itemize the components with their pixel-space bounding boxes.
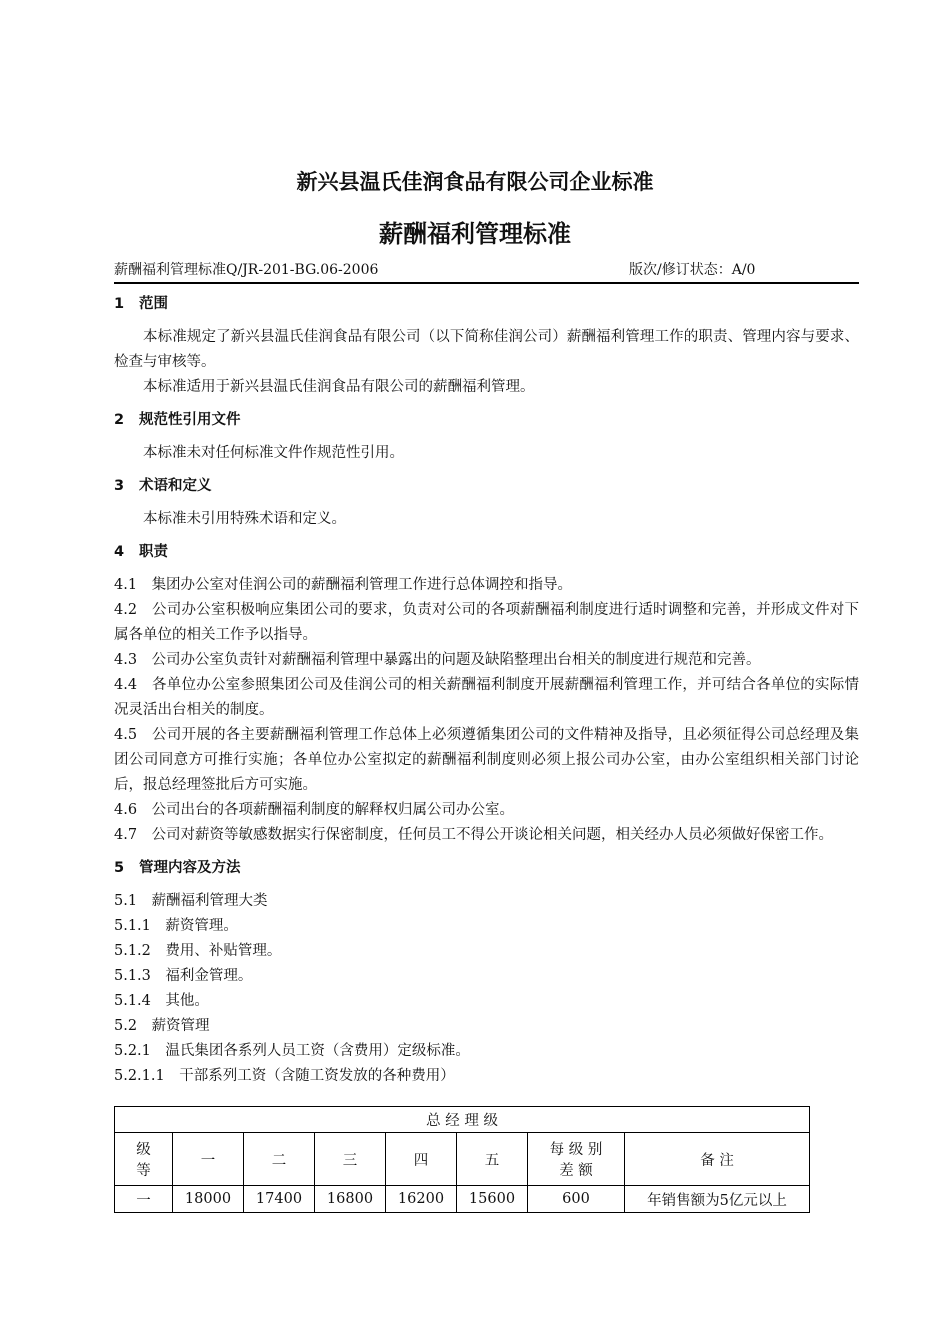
clause-text: 薪资管理: [151, 1018, 210, 1034]
grade-header-cell: [115, 1133, 173, 1186]
group-header-cell: 总 经 理 级: [115, 1107, 810, 1133]
clause-number: 5.2: [114, 1018, 138, 1034]
column-header: 五: [457, 1133, 528, 1186]
clause-number: 4.3: [114, 652, 138, 668]
section-number: 3: [114, 478, 125, 494]
clause-item: [114, 798, 859, 823]
document-body: [114, 292, 859, 1089]
clause-number: 5.1.3: [114, 968, 151, 984]
section-heading: [114, 408, 859, 432]
clause-number: 5.2.1.1: [114, 1068, 165, 1084]
clause-number: 5.2.1: [114, 1043, 151, 1059]
clause-item: [114, 964, 859, 989]
column-header: 三: [315, 1133, 386, 1186]
clause-number: 4.7: [114, 827, 138, 843]
remark-cell: 年销售额为5亿元以上: [625, 1186, 810, 1213]
clause-text: 公司办公室积极响应集团公司的要求，负责对公司的各项薪酬福利制度进行适时调整和完善，并形成文件对下属各单位的相关工作予以指导。: [114, 602, 859, 643]
clause-text: 其他。: [165, 993, 209, 1009]
clause-text: 各单位办公室参照集团公司及佳润公司的相关薪酬福利制度开展薪酬福利管理工作，并可结合各单位的实际情况灵活出台相关的制度。: [114, 677, 859, 718]
document-title: 薪酬福利管理标准: [379, 220, 571, 248]
clause-number: 5.1: [114, 893, 138, 909]
revision-status: 版次/修订状态：A/0: [629, 262, 756, 278]
remark-header-cell: 备 注: [625, 1133, 810, 1186]
clause-item: [114, 1064, 859, 1089]
grade-header-line2: 等: [136, 1163, 151, 1179]
value-cell: 18000: [173, 1186, 244, 1213]
grade-header-line1: 级: [136, 1142, 151, 1158]
clause-text: 费用、补贴管理。: [165, 943, 282, 959]
section-number: 5: [114, 860, 125, 876]
clause-item: [114, 939, 859, 964]
clause-item: [114, 573, 859, 598]
section-heading: [114, 856, 859, 880]
table-row: [115, 1186, 810, 1213]
salary-grade-table: [114, 1106, 810, 1213]
section-heading: [114, 292, 859, 316]
clause-item: [114, 889, 859, 914]
section-heading: [114, 540, 859, 564]
diff-header-cell: [528, 1133, 625, 1186]
clause-number: 4.6: [114, 802, 138, 818]
clause-item: [114, 598, 859, 648]
clause-number: 5.1.1: [114, 918, 151, 934]
value-cell: 16800: [315, 1186, 386, 1213]
column-header: 四: [386, 1133, 457, 1186]
clause-text: 公司办公室负责针对薪酬福利管理中暴露出的问题及缺陷整理出台相关的制度进行规范和完善。: [151, 652, 761, 668]
section-number: 1: [114, 296, 125, 312]
clause-text: 温氏集团各系列人员工资（含费用）定级标准。: [165, 1043, 470, 1059]
clause-item: [114, 673, 859, 723]
section-title: 职责: [139, 544, 168, 560]
clause-text: 公司出台的各项薪酬福利制度的解释权归属公司办公室。: [151, 802, 515, 818]
standard-code: 薪酬福利管理标准Q/JR-201-BG.06-2006: [114, 262, 379, 278]
clause-text: 集团办公室对佳润公司的薪酬福利管理工作进行总体调控和指导。: [151, 577, 573, 593]
paragraph: 本标准适用于新兴县温氏佳润食品有限公司的薪酬福利管理。: [143, 379, 535, 395]
clause-number: 4.1: [114, 577, 138, 593]
paragraph: 本标准未对任何标准文件作规范性引用。: [143, 445, 404, 461]
table-group-header-row: [115, 1107, 810, 1133]
clause-number: 4.5: [114, 727, 138, 743]
company-title: 新兴县温氏佳润食品有限公司企业标准: [296, 170, 654, 194]
section-title: 范围: [139, 296, 168, 312]
document-header: [114, 256, 859, 284]
section-number: 4: [114, 544, 125, 560]
value-cell: 15600: [457, 1186, 528, 1213]
clause-item: [114, 648, 859, 673]
clause-number: 4.2: [114, 602, 138, 618]
clause-item: [114, 989, 859, 1014]
diff-header-line1: 每 级 别: [549, 1142, 603, 1158]
section-title: 管理内容及方法: [139, 860, 241, 876]
clause-item: [114, 1039, 859, 1064]
clause-number: 4.4: [114, 677, 138, 693]
value-cell: 16200: [386, 1186, 457, 1213]
value-cell: 17400: [244, 1186, 315, 1213]
clause-text: 公司对薪资等敏感数据实行保密制度，任何员工不得公开谈论相关问题，相关经办人员必须做好保密工作。: [151, 827, 834, 843]
section-heading: [114, 474, 859, 498]
diff-cell: 600: [528, 1186, 625, 1213]
clause-text: 薪资管理。: [165, 918, 238, 934]
clause-text: 薪酬福利管理大类: [151, 893, 268, 909]
clause-item: [114, 914, 859, 939]
clause-text: 公司开展的各主要薪酬福利管理工作总体上必须遵循集团公司的文件精神及指导，且必须征得公司总经理及集团公司同意方可推行实施；各单位办公室拟定的薪酬福利制度则必须上报公司办公室，由办公室组织相关部门讨论后，报总经理签批后方可实施。: [114, 727, 859, 793]
section-number: 2: [114, 412, 125, 428]
table-header-row: [115, 1133, 810, 1186]
clause-text: 干部系列工资（含随工资发放的各种费用）: [179, 1068, 455, 1084]
clause-item: [114, 723, 859, 798]
column-header: 二: [244, 1133, 315, 1186]
clause-text: 福利金管理。: [165, 968, 253, 984]
section-title: 规范性引用文件: [139, 412, 241, 428]
section-title: 术语和定义: [139, 478, 212, 494]
clause-number: 5.1.2: [114, 943, 151, 959]
grade-cell: 一: [115, 1186, 173, 1213]
paragraph: 本标准规定了新兴县温氏佳润食品有限公司（以下简称佳润公司）薪酬福利管理工作的职责、管理内容与要求、检查与审核等。: [114, 329, 859, 370]
column-header: 一: [173, 1133, 244, 1186]
paragraph: 本标准未引用特殊术语和定义。: [143, 511, 346, 527]
clause-item: [114, 823, 859, 848]
clause-item: [114, 1014, 859, 1039]
clause-number: 5.1.4: [114, 993, 151, 1009]
diff-header-line2: 差 额: [559, 1163, 593, 1179]
